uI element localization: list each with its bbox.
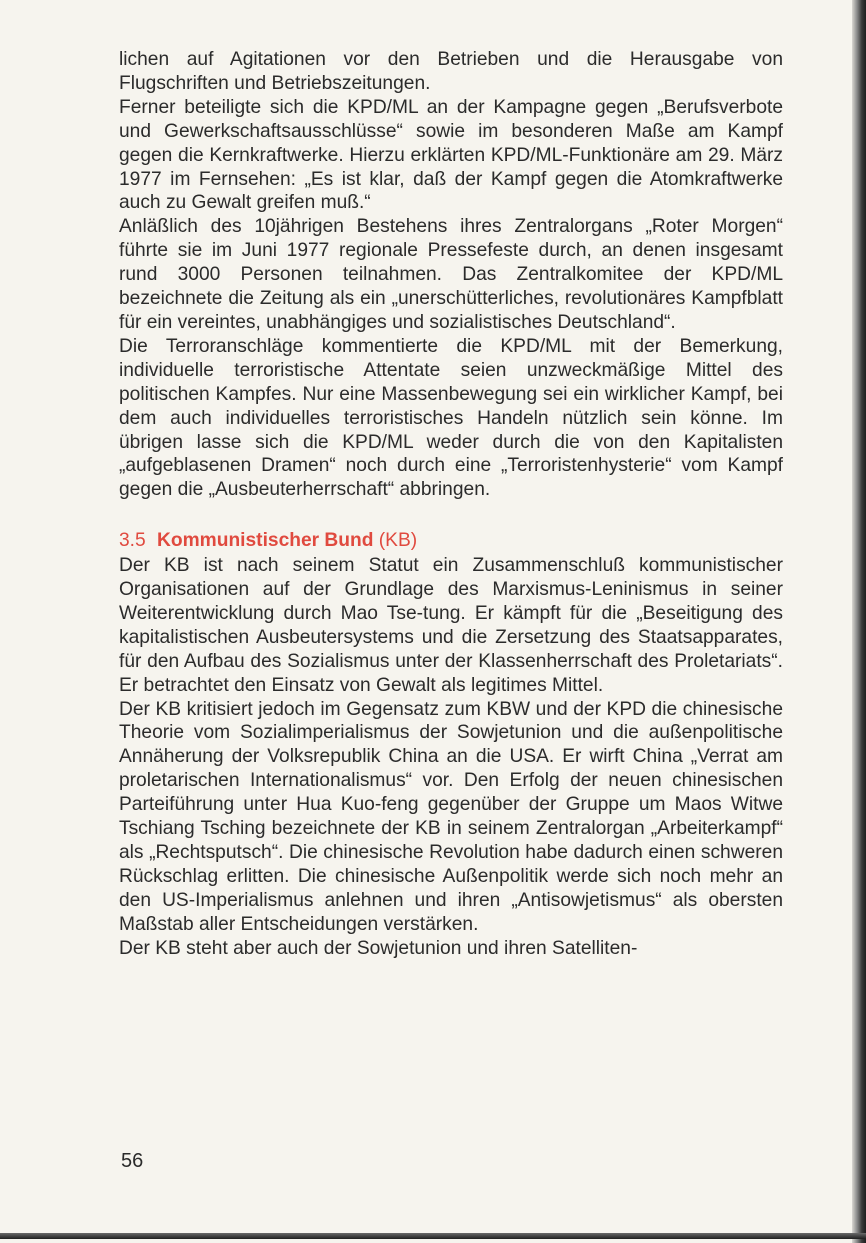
body-text [119,48,783,961]
section-title: Kommunistischer Bund [157,530,374,552]
paragraph: Anläßlich des 10jährigen Bestehens ihres Zentralorgans „Roter Morgen“ führte sie im Juni 1977 regionale Pressefeste durch, an denen insgesamt rund 3000 Personen teilnahmen. Das Zentralkomitee der KPD/ML bezeichnete die Zeitung als ein „unerschütterliches, revolutionäres Kampfblatt für ein vereintes, unabhängiges und sozialistisches Deutschland“. [119,216,783,333]
book-binding-edge [852,0,866,1243]
section-abbreviation: (KB) [378,530,418,552]
paragraph: lichen auf Agitationen vor den Betrieben und die Herausgabe von Flugschriften und Betriebszeitungen. [119,49,783,94]
section-number: 3.5 [119,530,146,552]
paragraph: Ferner beteiligte sich die KPD/ML an der Kampagne gegen „Berufsverbote und Gewerkschaftsausschlüsse“ sowie im besonderen Maße am Kampf gegen die Kernkraftwerke. Hierzu erklärten KPD/ML-Funktionäre am 29. März 1977 im Fernsehen: „Es ist klar, daß der Kampf gegen die Atomkraftwerke auch zu Gewalt greifen muß.“ [119,96,783,214]
paragraph: Der KB ist nach seinem Statut ein Zusammenschluß kommunistischer Organisationen auf der Grundlage des Marxismus-Leninismus in seiner Weiterentwicklung durch Mao Tse-tung. Er kämpft für die „Beseitigung des kapitalistischen Ausbeutersystems und die Zersetzung des Staatsapparates, für den Aufbau des Sozialismus unter der Klassenherrschaft des Proletariats“. Er betrachtet den Einsatz von Gewalt als legitimes Mittel. [119,555,783,696]
page-bottom-edge [0,1233,866,1239]
paragraph: Der KB steht aber auch der Sowjetunion und ihren Satelliten- [119,937,638,959]
page-number: 56 [121,1150,144,1172]
paragraph: Der KB kritisiert jedoch im Gegensatz zum KBW und der KPD die chinesische Theorie vom Sozialimperialismus der Sowjetunion und die außenpolitische Annäherung der Volksrepublik China an die USA. Er wirft China „Verrat am proletarischen Internationalismus“ vor. Den Erfolg der neuen chinesischen Parteiführung unter Hua Kuo-feng gegenüber der Gruppe um Maos Witwe Tschiang Tsching bezeichnete der KB in seinem Zentralorgan „Arbeiterkampf“ als „Rechtsputsch“. Die chinesische Revolution habe dadurch einen schweren Rückschlag erlitten. Die chinesische Außenpolitik werde sich noch mehr an den US-Imperialismus anlehnen und ihren „Antisowjetismus“ als obersten Maßstab aller Entscheidungen verstärken. [119,698,783,935]
paragraph: Die Terroranschläge kommentierte die KPD/ML mit der Bemerkung, individuelle terroristische Attentate seien unzweckmäßige Mittel des politischen Kampfes. Nur eine Massenbewegung sei ein wirklicher Kampf, bei dem auch individuelles terroristisches Handeln nützlich sein könne. Im übrigen lasse sich die KPD/ML weder durch die von den Kapitalisten „aufgeblasenen Dramen“ noch durch eine „Terroristenhysterie“ vom Kampf gegen die „Ausbeuterherrschaft“ abbringen. [119,335,783,501]
section-heading [119,529,783,553]
